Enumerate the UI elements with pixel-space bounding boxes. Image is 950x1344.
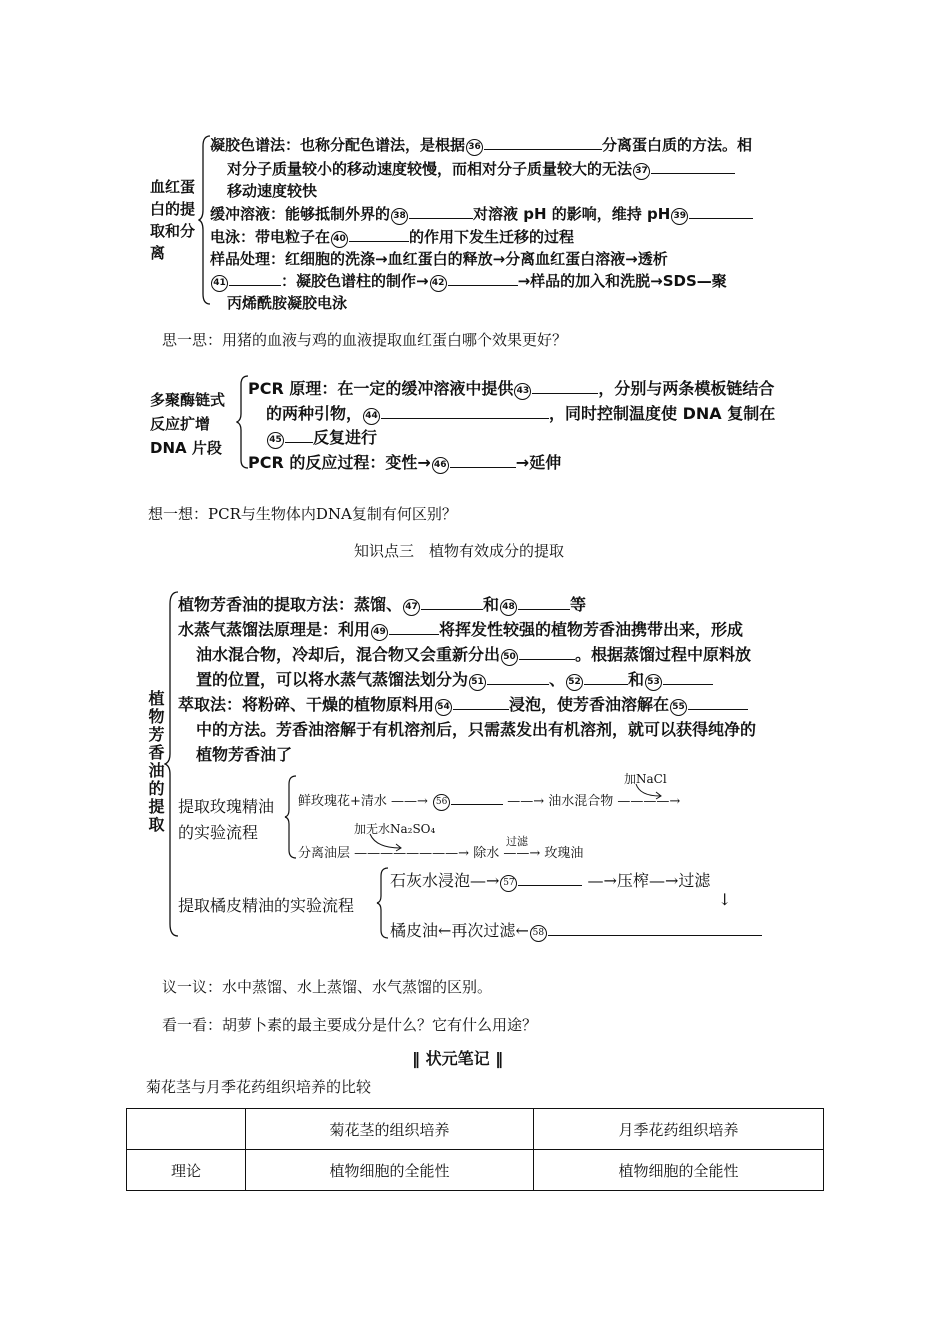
blank-36 [484, 148, 602, 150]
oil-line-3: 油水混合物，冷却后，混合物又会重新分出 50 。根据蒸馏过程中原料放 [196, 645, 752, 664]
blank-38 [409, 217, 473, 219]
blank-num-49: 49 [371, 624, 388, 641]
blank-num-50: 50 [501, 649, 518, 666]
pcr-line-2: 的两种引物， 44 ，同时控制温度使 DNA 复制在 [266, 404, 776, 423]
pcr-line-3: 45 反复进行 [266, 425, 377, 449]
arrow-icon: —→ [648, 871, 679, 890]
blank-54 [453, 708, 509, 710]
double-bar-icon: ‖ [412, 1049, 426, 1068]
table-cell: 植物细胞的全能性 [246, 1150, 534, 1191]
hemoglobin-line-1: 凝胶色谱法：也称分配色谱法，是根据 36 分离蛋白质的方法。相 [210, 136, 753, 154]
blank-num-48: 48 [500, 599, 517, 616]
blank-40 [349, 240, 409, 242]
blank-47 [421, 608, 483, 610]
table-cell [127, 1109, 246, 1150]
rose-row-1: 鲜玫瑰花+清水 ——→ 56 ——→ 油水混合物 ————→ [298, 794, 681, 809]
blank-41 [229, 284, 281, 286]
table-cell: 理论 [127, 1150, 246, 1191]
table-row [127, 1150, 824, 1191]
table-cell: 月季花药组织培养 [534, 1109, 824, 1150]
blank-num-41: 41 [211, 275, 228, 292]
table-cell: 菊花茎的组织培养 [246, 1109, 534, 1150]
hemoglobin-line-2: 对分子质量较小的移动速度较慢，而相对分子质量较大的无法 37 [227, 158, 735, 180]
oil-line-6: 中的方法。芳香油溶解于有机溶剂后，只需蒸发出有机溶剂，就可以获得纯净的 [196, 720, 757, 739]
blank-num-57: 57 [500, 875, 517, 892]
table-cell: 植物细胞的全能性 [534, 1150, 824, 1191]
blank-51 [487, 683, 549, 685]
blank-num-52: 52 [566, 674, 583, 691]
blank-57 [518, 884, 582, 886]
arrow-icon: ——→ [386, 794, 433, 809]
aromatic-oil-brace [164, 590, 180, 938]
blank-58 [548, 934, 762, 936]
arrow-icon: ————→ [613, 794, 681, 809]
blank-num-55: 55 [670, 699, 687, 716]
hemoglobin-line-8: 丙烯酰胺凝胶电泳 [227, 294, 348, 312]
blank-42 [448, 284, 518, 286]
filter-label: 过滤 [506, 835, 528, 848]
think-question-2: 想一想：PCR与生物体内DNA复制有何区别？ [148, 505, 457, 523]
blank-52 [584, 683, 628, 685]
blank-55 [688, 708, 748, 710]
blank-43 [532, 392, 598, 394]
oil-line-7: 植物芳香油了 [196, 745, 293, 764]
hemoglobin-line-7: 41 ：凝胶色谱柱的制作→ 42 →样品的加入和洗脱→SDS—聚 [210, 270, 727, 292]
blank-num-39: 39 [671, 208, 688, 225]
blank-num-36: 36 [466, 139, 483, 156]
blank-num-40: 40 [331, 231, 348, 248]
blank-46 [450, 466, 516, 468]
arrow-icon: ————————→ [350, 846, 474, 861]
double-bar-icon: ‖ [489, 1049, 504, 1068]
orange-row-1: 石灰水浸泡—→ 57 —→压榨—→过滤 [390, 871, 711, 890]
blank-48 [518, 608, 570, 610]
hemoglobin-line-6: 样品处理：红细胞的洗涤→血红蛋白的释放→分离血红蛋白溶液→透析 [210, 250, 668, 268]
arrow-icon: —→ [470, 871, 500, 890]
blank-num-58: 58 [530, 925, 547, 942]
add-nacl-label: 加NaCl [624, 772, 667, 786]
arrow-icon: —→ [582, 871, 617, 890]
blank-49 [389, 633, 439, 635]
blank-num-37: 37 [633, 163, 650, 180]
orange-flow-brace [376, 866, 390, 940]
aromatic-oil-label: 植物芳香油的提取 [146, 690, 165, 834]
orange-flow-label: 提取橘皮精油的实验流程 [178, 896, 355, 915]
arrow-icon: ← [515, 921, 529, 940]
arrow-icon: ← [438, 921, 452, 940]
oil-line-4: 置的位置，可以将水蒸气蒸馏法划分为 51 、 52 和 53 [196, 667, 713, 691]
down-arrow-icon: ↓ [718, 890, 732, 909]
section-heading-3: 知识点三 植物有效成分的提取 [354, 542, 565, 560]
think-question-1: 思一思：用猪的血液与鸡的血液提取血红蛋白哪个效果更好？ [162, 331, 568, 349]
compare-title: 菊花茎与月季花药组织培养的比较 [146, 1078, 372, 1096]
blank-num-54: 54 [435, 699, 452, 716]
look-question: 看一看：胡萝卜素的最主要成分是什么？它有什么用途？ [162, 1016, 538, 1034]
blank-num-43: 43 [514, 383, 531, 400]
arrow-icon: ——→ [503, 794, 549, 809]
blank-num-53: 53 [645, 674, 662, 691]
hemoglobin-line-5: 电泳：带电粒子在 40 的作用下发生迁移的过程 [210, 228, 575, 246]
blank-num-45: 45 [267, 432, 284, 449]
blank-num-46: 46 [432, 457, 449, 474]
nacl-curved-arrow-icon [634, 782, 664, 800]
hemoglobin-line-3: 移动速度较快 [227, 182, 318, 200]
table-header-row [127, 1109, 824, 1150]
blank-45 [285, 441, 313, 443]
blank-num-56: 56 [433, 794, 450, 811]
rose-row-2: 分离油层 ————————→ 除水 ——→ 玫瑰油 [298, 846, 584, 861]
blank-num-44: 44 [363, 408, 380, 425]
add-na2so4-label: 加无水Na₂SO₄ [354, 822, 436, 836]
arrow-icon: ——→ [499, 846, 545, 861]
blank-num-47: 47 [403, 599, 420, 616]
hemoglobin-label: 血红蛋 白的提 取和分 离 [150, 178, 196, 262]
comparison-table [126, 1108, 824, 1191]
pcr-line-1: PCR 原理：在一定的缓冲溶液中提供 43 ，分别与两条模板链结合 [248, 379, 775, 398]
rose-flow-brace [284, 774, 298, 860]
oil-line-1: 植物芳香油的提取方法：蒸馏、 47 和 48 等 [178, 595, 587, 614]
blank-56 [451, 803, 503, 805]
blank-num-51: 51 [469, 674, 486, 691]
hemoglobin-line-4: 缓冲溶液：能够抵制外界的 38 对溶液 pH 的影响，维持 pH 39 [210, 203, 753, 225]
blank-num-38: 38 [391, 208, 408, 225]
rose-flow-label: 提取玫瑰精油 的实验流程 [178, 797, 275, 842]
oil-line-2: 水蒸气蒸馏法原理是：利用 49 将挥发性较强的植物芳香油携带出来，形成 [178, 620, 744, 639]
orange-row-2: 橘皮油←再次过滤← 58 [390, 918, 762, 942]
blank-50 [519, 658, 575, 660]
discuss-question: 议一议：水中蒸馏、水上蒸馏、水气蒸馏的区别。 [162, 978, 493, 996]
pcr-label: 多聚酶链式 反应扩增 DNA 片段 [150, 391, 226, 457]
blank-39 [689, 217, 753, 219]
blank-37 [651, 172, 735, 174]
oil-line-5: 萃取法：将粉碎、干燥的植物原料用 54 浸泡，使芳香油溶解在 55 [178, 692, 748, 716]
blank-44 [381, 417, 549, 419]
pcr-line-4: PCR 的反应过程：变性→ 46 →延伸 [248, 453, 562, 472]
notes-title: ‖ 状元笔记 ‖ [412, 1049, 504, 1068]
blank-num-42: 42 [430, 275, 447, 292]
blank-53 [663, 683, 713, 685]
